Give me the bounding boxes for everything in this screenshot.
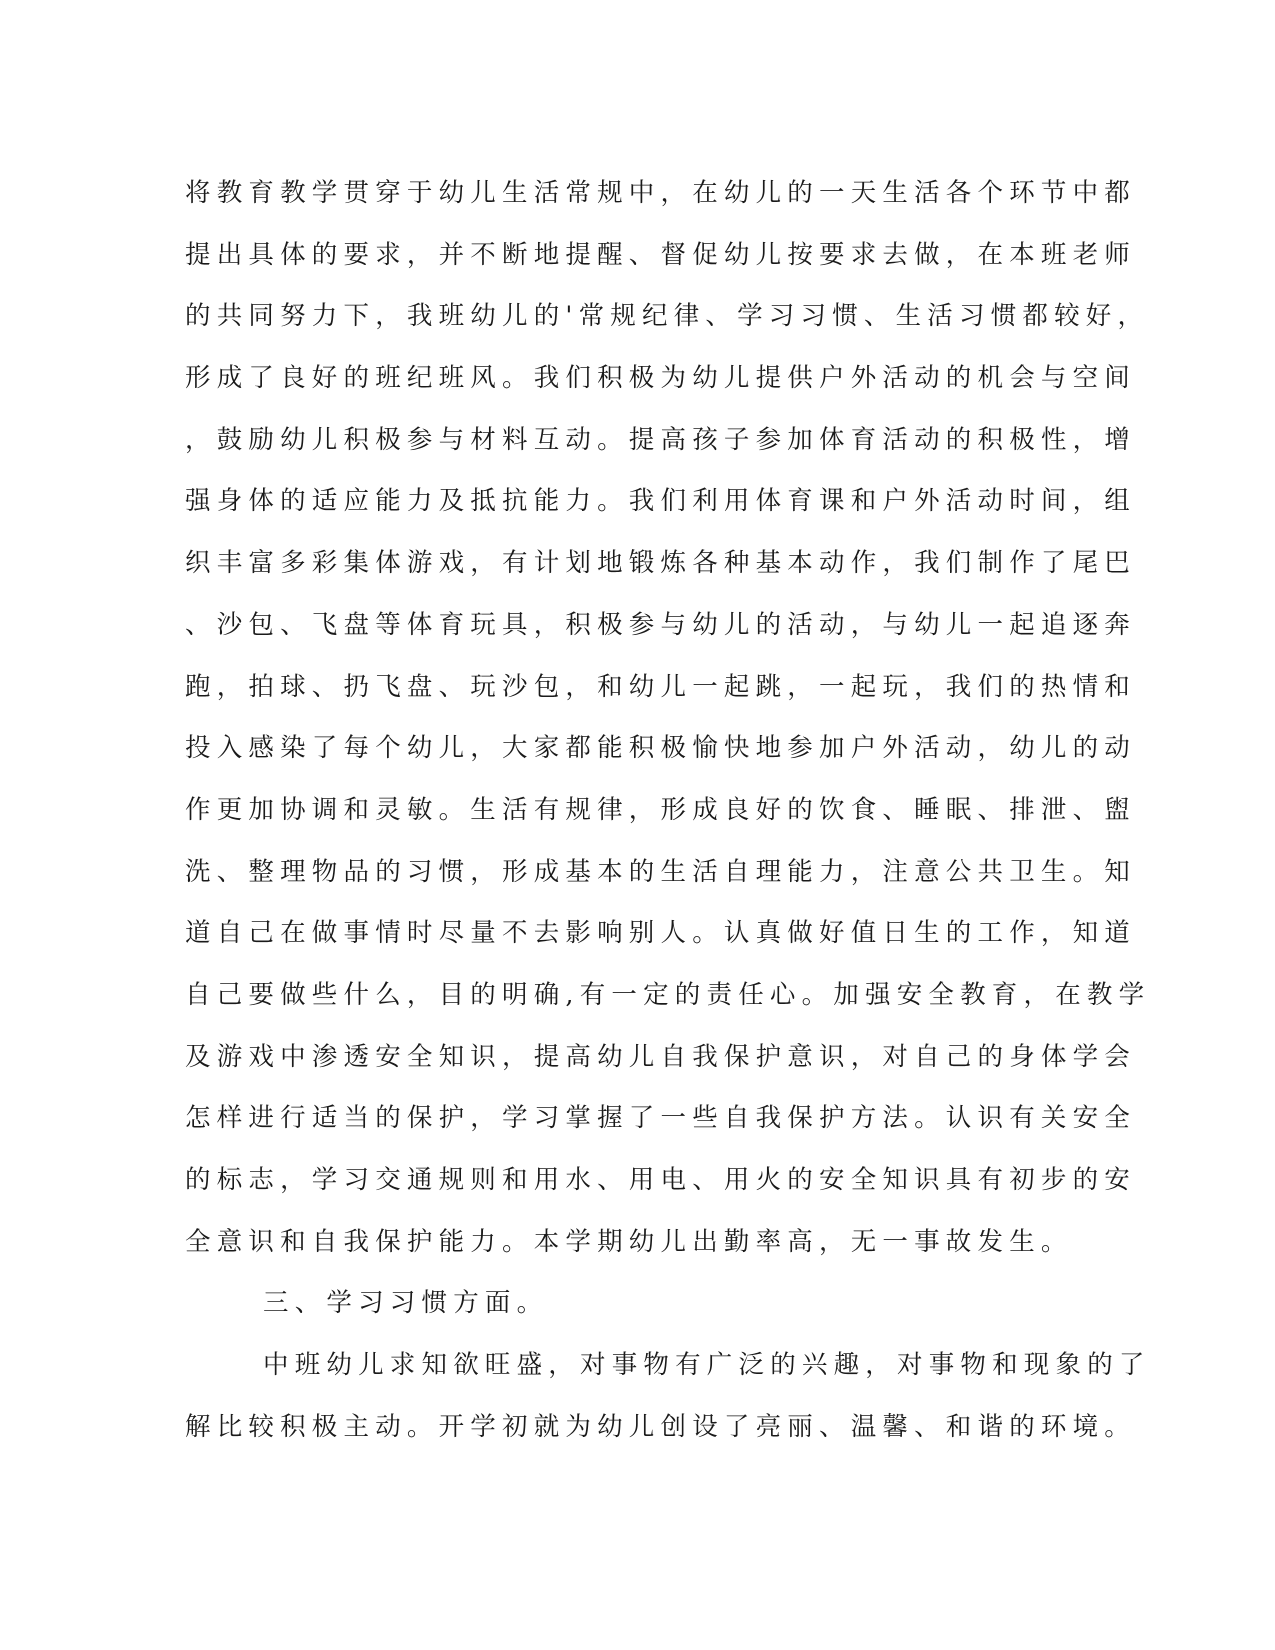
document-body bbox=[185, 163, 1151, 1458]
text-line: 及游戏中渗透安全知识，提高幼儿自我保护意识，对自己的身体学会 bbox=[185, 1041, 1137, 1072]
text-line: 、沙包、飞盘等体育玩具，积极参与幼儿的活动，与幼儿一起追逐奔 bbox=[185, 609, 1137, 640]
text-line: 作更加协调和灵敏。生活有规律，形成良好的饮食、睡眠、排泄、盥 bbox=[185, 794, 1137, 825]
text-line: 洗、整理物品的习惯，形成基本的生活自理能力，注意公共卫生。知 bbox=[185, 856, 1137, 887]
text-line: 将教育教学贯穿于幼儿生活常规中，在幼儿的一天生活各个环节中都 bbox=[185, 178, 1137, 208]
text-line: 全意识和自我保护能力。本学期幼儿出勤率高，无一事故发生。 bbox=[185, 1226, 1073, 1257]
text-line: 的标志，学习交通规则和用水、用电、用火的安全知识具有初步的安 bbox=[185, 1165, 1137, 1195]
text-line: 提出具体的要求，并不断地提醒、督促幼儿按要求去做，在本班老师 bbox=[185, 239, 1137, 270]
text-line: 形成了良好的班纪班风。我们积极为幼儿提供户外活动的机会与空间 bbox=[185, 363, 1137, 394]
text-line: 的共同努力下，我班幼儿的'常规纪律、学习习惯、生活习惯都较好， bbox=[185, 301, 1150, 332]
text-line: 道自己在做事情时尽量不去影响别人。认真做好值日生的工作，知道 bbox=[185, 918, 1137, 949]
text-line: 跑，拍球、扔飞盘、玩沙包，和幼儿一起跳，一起玩，我们的热情和 bbox=[185, 671, 1137, 702]
text-line: ，鼓励幼儿积极参与材料互动。提高孩子参加体育活动的积极性，增 bbox=[185, 424, 1137, 455]
text-line: 织丰富多彩集体游戏，有计划地锻炼各种基本动作，我们制作了尾巴 bbox=[185, 548, 1137, 579]
text-line: 强身体的适应能力及抵抗能力。我们利用体育课和户外活动时间，组 bbox=[185, 486, 1137, 517]
section-heading: 三、学习习惯方面。 bbox=[263, 1288, 549, 1319]
text-line: 自己要做些什么，目的明确,有一定的责任心。加强安全教育，在教学 bbox=[185, 979, 1151, 1010]
paragraph-first-line: 中班幼儿求知欲旺盛，对事物有广泛的兴趣，对事物和现象的了 bbox=[263, 1350, 1151, 1381]
text-line: 怎样进行适当的保护，学习掌握了一些自我保护方法。认识有关安全 bbox=[185, 1103, 1137, 1134]
text-line: 解比较积极主动。开学初就为幼儿创设了亮丽、温馨、和谐的环境。 bbox=[185, 1411, 1137, 1442]
text-line: 投入感染了每个幼儿，大家都能积极愉快地参加户外活动，幼儿的动 bbox=[185, 733, 1137, 764]
